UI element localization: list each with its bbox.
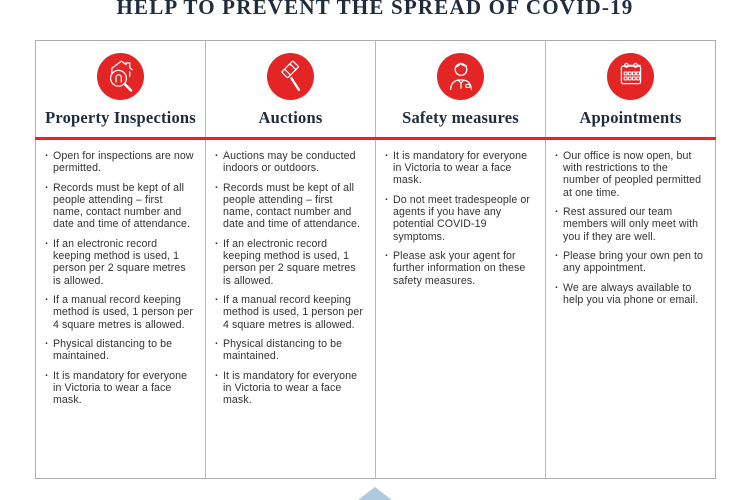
calendar-icon (611, 57, 651, 97)
icon-circle (97, 53, 144, 100)
bullet-item: · Please ask your agent for further information on these safety measures. (384, 250, 535, 287)
bullet-item: · Records must be kept of all people attending – first name, contact number and date and time of attendance. (44, 182, 195, 231)
column-title: Appointments (579, 108, 682, 127)
bullet-item: · Our office is now open, but with restrictions to the number of peopled permitted at one time. (554, 150, 705, 199)
bullet-item: · If a manual record keeping method is used, 1 person per 4 square metres is allowed. (44, 294, 195, 331)
column-property-inspections (36, 41, 206, 478)
bullet-item: · If a manual record keeping method is used, 1 person per 4 square metres is allowed. (214, 294, 365, 331)
bullet-item: · It is mandatory for everyone in Victoria to wear a face mask. (214, 370, 365, 407)
bullet-item: · We are always available to help you via phone or email. (554, 282, 705, 306)
bullet-item: · If an electronic record keeping method is used, 1 person per 2 square metres is allowed. (44, 238, 195, 287)
column-title: Safety measures (402, 108, 519, 127)
column-title: Auctions (258, 108, 323, 127)
bullet-list (546, 137, 715, 314)
bullet-list (206, 137, 375, 414)
bullet-item: · If an electronic record keeping method is used, 1 person per 2 square metres is allowed. (214, 238, 365, 287)
bullet-item: · Open for inspections are now permitted. (44, 150, 195, 174)
column-header (546, 41, 715, 137)
house-magnifier-icon (101, 57, 141, 97)
info-table (35, 40, 716, 479)
column-safety-measures (376, 41, 546, 478)
column-header (36, 41, 205, 137)
bullet-item: · Physical distancing to be maintained. (214, 338, 365, 362)
bullet-item: · Do not meet tradespeople or agents if you have any potential COVID-19 symptoms. (384, 194, 535, 243)
column-appointments (546, 41, 715, 478)
icon-circle (267, 53, 314, 100)
page-title: HELP TO PREVENT THE SPREAD OF COVID-19 (116, 0, 634, 19)
column-title: Property Inspections (45, 108, 196, 127)
bullet-list (36, 137, 205, 414)
icon-circle (437, 53, 484, 100)
bullet-item: · Please bring your own pen to any appointment. (554, 250, 705, 274)
bullet-item: · Rest assured our team members will only meet with you if they are well. (554, 206, 705, 243)
bullet-item: · Records must be kept of all people attending – first name, contact number and date and time of attendance. (214, 182, 365, 231)
agent-icon (441, 57, 481, 97)
bullet-item: · It is mandatory for everyone in Victoria to wear a face mask. (44, 370, 195, 407)
icon-circle (607, 53, 654, 100)
house-logo (358, 487, 392, 500)
column-auctions (206, 41, 376, 478)
column-header (206, 41, 375, 137)
bullet-item: · It is mandatory for everyone in Victoria to wear a face mask. (384, 150, 535, 187)
bullet-list (376, 137, 545, 294)
column-header (376, 41, 545, 137)
bullet-item: · Auctions may be conducted indoors or outdoors. (214, 150, 365, 174)
gavel-icon (271, 57, 311, 97)
header-red-divider (35, 137, 716, 140)
bullet-item: · Physical distancing to be maintained. (44, 338, 195, 362)
